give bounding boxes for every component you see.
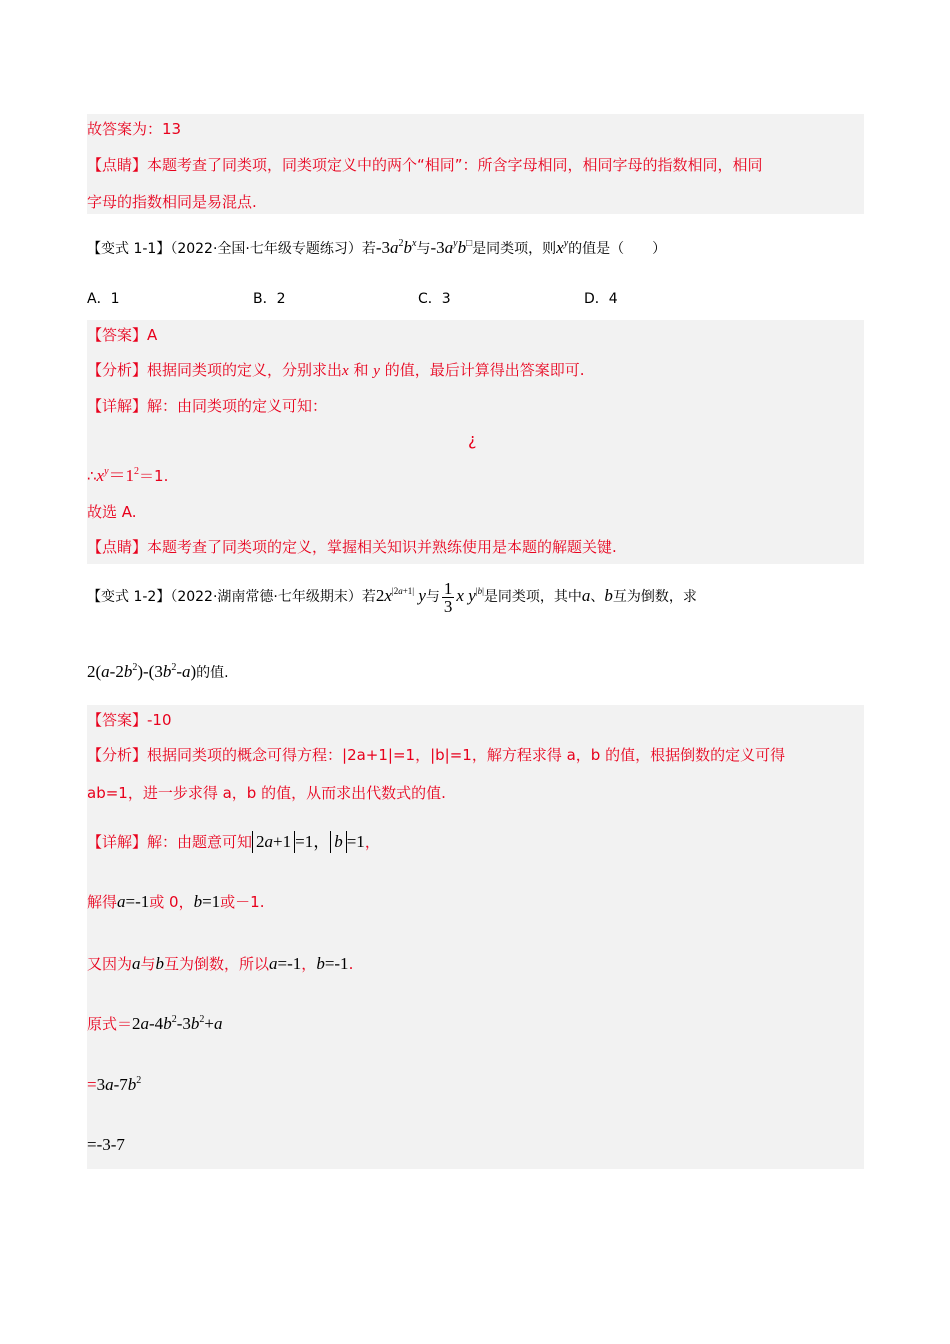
result-line: $\therefore x^y=1^2=1$. — [87, 466, 169, 485]
question-1-2-expression: $2(a-2b^2)-(3b^2-a)$的值. — [87, 662, 229, 681]
original-expr-line: 原式$=2a-4b^2-3b^2+a$ — [87, 1014, 223, 1033]
solve-line: 解得a=-1或 0，b=1或－1. — [87, 892, 265, 911]
answer-line: 【答案】-10 — [87, 711, 172, 729]
answer-block-1-2 — [87, 705, 864, 1169]
answer-value: -10 — [147, 711, 172, 729]
expr-term-1: $-3a^2b^x$ — [375, 238, 417, 257]
expr-term-1: $2x^{|2a+1|}$ y — [375, 586, 426, 605]
expr-power: $x^y$ — [556, 238, 569, 257]
question-source: （2022·全国·七年级专题练习） — [170, 241, 362, 257]
expr-term-2: x $y^{|b|}$ — [456, 586, 484, 605]
fraction-one-third: $\frac{1}{3}$ — [443, 578, 453, 616]
option-d: D．4 — [584, 291, 618, 307]
detail-line: 【详解】解：由题意可知 2a+1 =1， b =1， — [87, 832, 380, 851]
question-tag: 【变式 1-2】 — [87, 589, 171, 605]
comment-text-1: 本题考查了同类项，同类项定义中的两个“相同”：所含字母相同，相同字母的指数相同，相同 — [147, 156, 763, 174]
expr-term-2: $-3a^yb^□$ — [430, 238, 473, 257]
simplified-expr-line: $=3a-7b^2$ — [87, 1075, 142, 1094]
answer-line: 【答案】A — [87, 326, 158, 344]
analysis-line-1: 【分析】根据同类项的概念可得方程：|2a+1|=1，|b|=1，解方程求得 a，b 的值，根据倒数的定义可得 — [87, 746, 786, 764]
choose-line: 故选 A. — [87, 503, 137, 521]
option-a: A．1 — [87, 291, 120, 307]
question-tag: 【变式 1-1】 — [87, 241, 171, 257]
inverted-question-glyph: ¿ — [468, 430, 477, 449]
question-1-2: 【变式 1-2】（2022·湖南常德·七年级期末）若$2x^{|2a+1|}$ y与 $\frac{1}{3}$ x $y^{|b|}$是同类项，其中a、b互为倒数，求 — [87, 578, 697, 616]
question-1-1: 【变式 1-1】（2022·全国·七年级专题练习）若$-3a^2b^x$与$-3a^yb^□$是同类项，则$x^y$的值是（ ） — [87, 238, 667, 257]
answer-value: A — [147, 326, 158, 344]
detail-line: 【详解】解：由同类项的定义可知： — [87, 397, 328, 415]
comment-line: 【点睛】本题考查了同类项的定义，掌握相关知识并熟练使用是本题的解题关键. — [87, 538, 617, 556]
final-answer-line: 故答案为：13 — [87, 120, 182, 138]
analysis-line: 【分析】根据同类项的定义，分别求出x 和 y 的值，最后计算得出答案即可. — [87, 361, 585, 379]
option-c: C．3 — [418, 291, 451, 307]
analysis-line-2: ab=1，进一步求得 a，b 的值，从而求出代数式的值. — [87, 784, 446, 802]
reciprocal-line: 又因为a与b互为倒数，所以a=-1，b=-1. — [87, 954, 354, 973]
comment-line-2: 字母的指数相同是易混点. — [87, 193, 257, 211]
comment-line-1 — [87, 155, 763, 175]
comment-tag: 【点睛】 — [87, 156, 148, 174]
question-source: （2022·湖南常德·七年级期末） — [170, 589, 362, 605]
option-b: B．2 — [253, 291, 286, 307]
substituted-expr-line: =-3-7 — [87, 1135, 125, 1154]
